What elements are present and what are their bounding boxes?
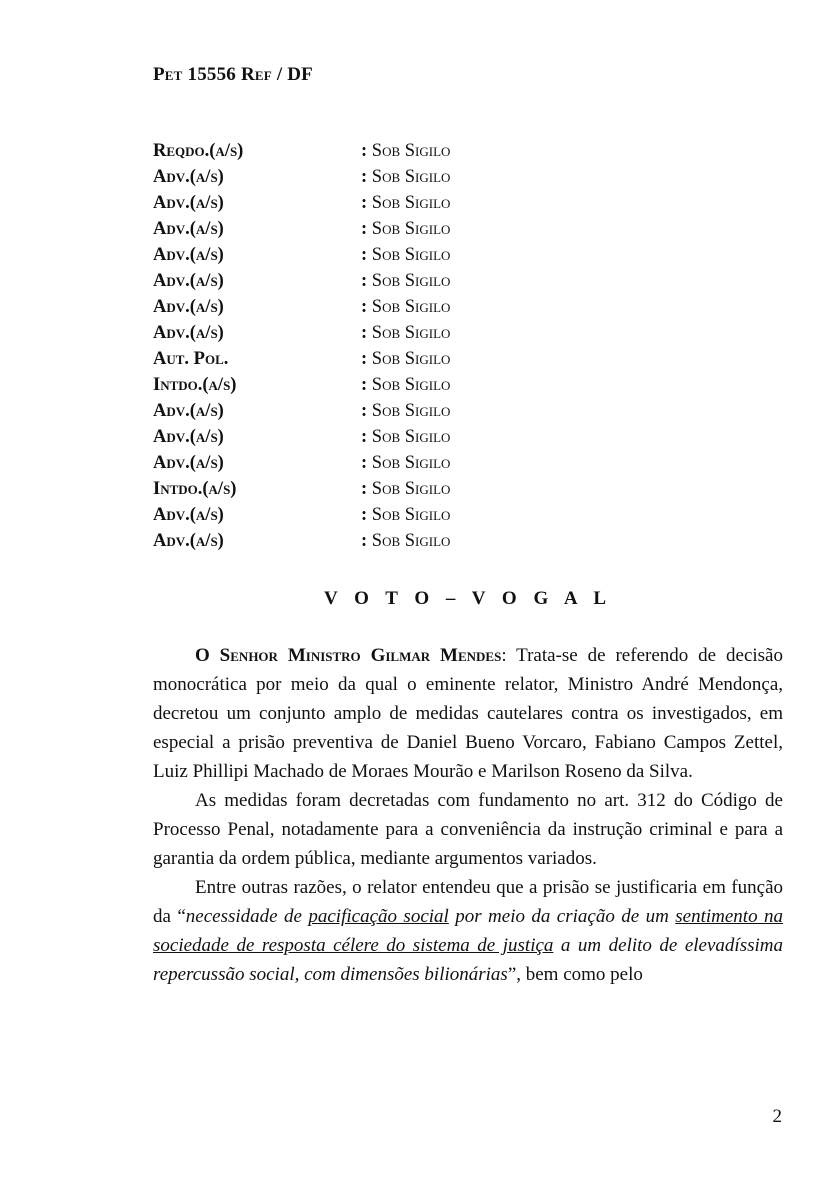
party-value-wrapper [361, 190, 450, 216]
paragraph-1-text: : Trata-se de referendo de decisão monocrática por meio da qual o eminente relator, Ministro André Mendonça, decretou um conjunto amplo de medidas cautelares contra os investigados, em especial a prisão preventiva de Daniel Bueno Vorcaro, Fabiano Campos Zettel, Luiz Phillipi Machado de Moraes Mourão e Marilson Roseno da Silva. [153, 645, 783, 782]
party-role: Adv.(a/s) [153, 167, 224, 187]
party-colon: : [361, 505, 368, 525]
party-value: Sob Sigilo [371, 323, 451, 343]
party-colon: : [361, 453, 368, 473]
party-role: Intdo.(a/s) [153, 479, 237, 499]
party-colon: : [361, 401, 368, 421]
quote-underlined-2: sentimento na sociedade de resposta célere do sistema de justiça [153, 906, 783, 956]
section-title: V O T O – V O G A L [323, 588, 613, 609]
party-colon: : [361, 375, 368, 395]
party-value: Sob Sigilo [371, 505, 451, 525]
party-value: Sob Sigilo [371, 141, 451, 161]
party-row [153, 320, 673, 346]
paragraph-2: As medidas foram decretadas com fundamento no art. 312 do Código de Processo Penal, notadamente para a conveniência da instrução criminal e para a garantia da ordem pública, mediante argumentos variados. [153, 790, 783, 869]
quote-part-2: por meio da criação de um [448, 906, 676, 927]
party-role: Adv.(a/s) [153, 245, 224, 265]
party-colon: : [361, 349, 368, 369]
party-colon: : [361, 245, 368, 265]
party-row [153, 502, 673, 528]
case-reference: Pet 15556 Ref / DF [153, 64, 313, 85]
paragraph-3-tail: ”, bem como pelo [507, 964, 643, 985]
party-value-wrapper [361, 528, 450, 554]
party-value: Sob Sigilo [371, 271, 451, 291]
party-value: Sob Sigilo [371, 219, 451, 239]
party-role: Adv.(a/s) [153, 505, 224, 525]
party-role: Adv.(a/s) [153, 271, 224, 291]
party-value: Sob Sigilo [371, 453, 451, 473]
quote-underlined-1: pacificação social [308, 906, 449, 927]
party-row [153, 138, 673, 164]
party-row [153, 190, 673, 216]
party-value: Sob Sigilo [371, 401, 451, 421]
party-colon: : [361, 531, 368, 551]
party-row [153, 294, 673, 320]
party-value-wrapper [361, 476, 450, 502]
vote-body [153, 641, 783, 989]
party-value: Sob Sigilo [371, 297, 451, 317]
party-colon: : [361, 297, 368, 317]
party-row [153, 424, 673, 450]
party-role: Adv.(a/s) [153, 401, 224, 421]
page-number: 2 [772, 1106, 782, 1127]
paragraph-1 [153, 641, 783, 786]
party-value-wrapper [361, 502, 450, 528]
party-colon: : [361, 141, 368, 161]
party-value-wrapper [361, 242, 450, 268]
paragraph-3 [153, 873, 783, 989]
party-value-wrapper [361, 346, 450, 372]
party-colon: : [361, 427, 368, 447]
party-value: Sob Sigilo [371, 245, 451, 265]
party-role: Adv.(a/s) [153, 323, 224, 343]
speaker-name: O Senhor Ministro Gilmar Mendes [195, 645, 502, 666]
party-role: Adv.(a/s) [153, 531, 224, 551]
party-value-wrapper [361, 398, 450, 424]
parties-list [153, 138, 673, 554]
party-value-wrapper [361, 320, 450, 346]
party-row [153, 216, 673, 242]
party-value: Sob Sigilo [371, 349, 451, 369]
party-row [153, 164, 673, 190]
party-colon: : [361, 193, 368, 213]
party-role: Adv.(a/s) [153, 427, 224, 447]
party-value-wrapper [361, 424, 450, 450]
party-role: Reqdo.(a/s) [153, 141, 244, 161]
party-role: Aut. Pol. [153, 349, 229, 369]
party-colon: : [361, 167, 368, 187]
party-row [153, 450, 673, 476]
party-role: Adv.(a/s) [153, 193, 224, 213]
party-value: Sob Sigilo [371, 193, 451, 213]
party-role: Intdo.(a/s) [153, 375, 237, 395]
party-value-wrapper [361, 164, 450, 190]
party-value: Sob Sigilo [371, 479, 451, 499]
quote-part-3: a um delito de elevadíssima repercussão social, com dimensões bilionárias [153, 935, 783, 985]
party-value: Sob Sigilo [371, 531, 451, 551]
party-value-wrapper [361, 450, 450, 476]
party-value-wrapper [361, 268, 450, 294]
party-value: Sob Sigilo [371, 375, 451, 395]
party-row [153, 372, 673, 398]
party-row [153, 268, 673, 294]
party-row [153, 242, 673, 268]
party-value: Sob Sigilo [371, 427, 451, 447]
party-colon: : [361, 219, 368, 239]
party-role: Adv.(a/s) [153, 219, 224, 239]
party-colon: : [361, 479, 368, 499]
party-role: Adv.(a/s) [153, 453, 224, 473]
party-colon: : [361, 323, 368, 343]
party-value-wrapper [361, 372, 450, 398]
party-colon: : [361, 271, 368, 291]
party-row [153, 476, 673, 502]
party-row [153, 528, 673, 554]
party-value-wrapper [361, 216, 450, 242]
party-value-wrapper [361, 138, 450, 164]
party-value: Sob Sigilo [371, 167, 451, 187]
quote-part-1: necessidade de [185, 906, 309, 927]
party-role: Adv.(a/s) [153, 297, 224, 317]
party-value-wrapper [361, 294, 450, 320]
paragraph-3-lead: Entre outras razões, o relator entendeu que a prisão se justificaria em função da “ [153, 877, 783, 927]
party-row [153, 398, 673, 424]
party-row [153, 346, 673, 372]
